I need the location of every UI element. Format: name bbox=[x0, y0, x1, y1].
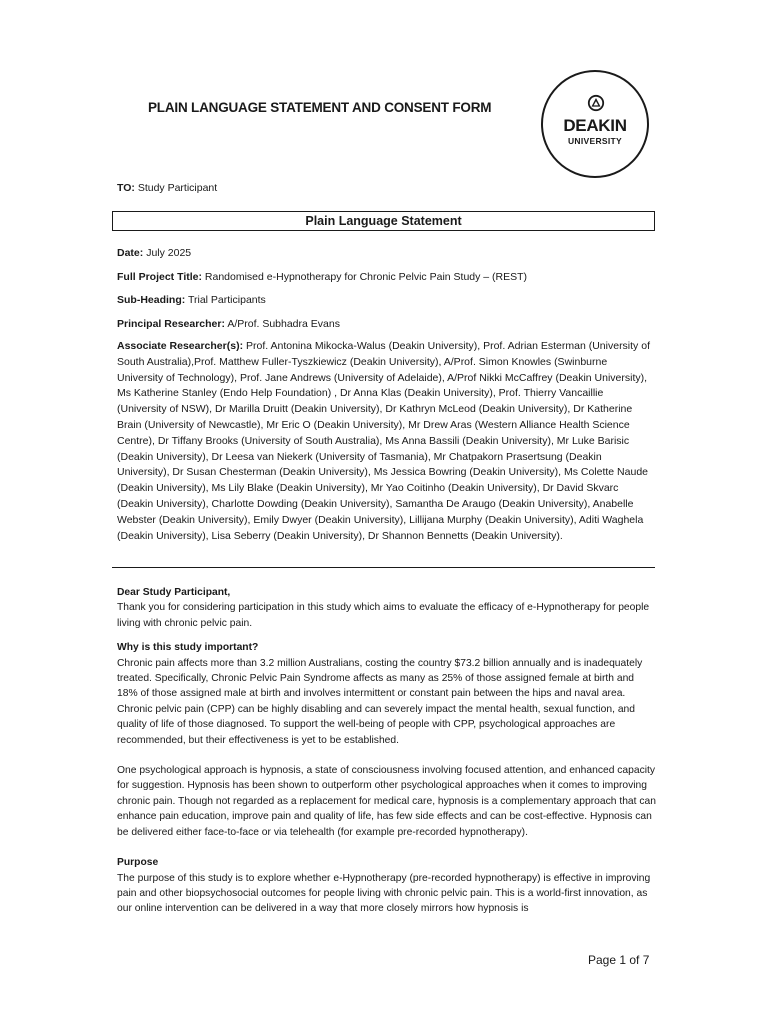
logo-subtitle: UNIVERSITY bbox=[567, 136, 622, 146]
subheading-value: Trial Participants bbox=[187, 294, 266, 306]
project-title-value: Randomised e-Hypnotherapy for Chronic Pelvic Pain Study – (REST) bbox=[204, 271, 528, 283]
logo-wordmark: DEAKIN bbox=[563, 116, 627, 135]
principal-researcher-label: Principal Researcher: bbox=[117, 318, 225, 330]
date-line bbox=[117, 247, 191, 259]
subheading-label: Sub-Heading: bbox=[117, 294, 186, 306]
section-title-box: Plain Language Statement bbox=[112, 211, 655, 231]
why-heading: Why is this study important? bbox=[117, 642, 259, 654]
purpose-heading: Purpose bbox=[117, 857, 159, 869]
letter-body bbox=[117, 585, 657, 932]
why-text: Chronic pain affects more than 3.2 million Australians, costing the country $73.2 billion annually and is inadequately treated. Specifically, Chronic Pelvic Pain Syndrome affects as many as 25% of those assigned female at birth and 18% of those assigned male at birth and involves intermittent or constant pain between the hips and naval area. Chronic pelvic pain (CPP) can be highly disabling and can severely impact the mental health, sexual function, and quality of life of those diagnosed. To support the well-being of people with CPP, psychological approaches are recommended, but their effectiveness is yet to be established. bbox=[117, 657, 643, 746]
intro-paragraph bbox=[117, 585, 657, 631]
why-paragraph bbox=[117, 640, 657, 748]
deakin-university-logo bbox=[541, 70, 649, 178]
date-value: July 2025 bbox=[146, 247, 192, 259]
date-label: Date: bbox=[117, 247, 144, 259]
associate-researchers-label: Associate Researcher(s): bbox=[117, 340, 244, 352]
project-title-label: Full Project Title: bbox=[117, 271, 202, 283]
page-number: Page 1 of 7 bbox=[588, 953, 650, 967]
recipient-label: TO: bbox=[117, 182, 135, 194]
section-divider bbox=[112, 567, 655, 568]
recipient-value: Study Participant bbox=[137, 182, 218, 194]
deakin-emblem-icon bbox=[587, 94, 605, 112]
intro-text: Thank you for considering participation in this study which aims to evaluate the efficacy of e-Hypnotherapy for people living with chronic pelvic pain. bbox=[117, 602, 650, 629]
hypnosis-paragraph: One psychological approach is hypnosis, a state of consciousness involving focused attention, and enhanced capacity for suggestion. Hypnosis has been shown to outperform other psychological approaches when it comes to improving chronic pain. Though not regarded as a replacement for medical care, hypnosis is a complementary approach that can enhance pain education, improve pain and quality of life, has few side effects and can be cost-effective. Hypnosis can be delivered either face-to-face or via telehealth (for example pre-recorded hypnotherapy). bbox=[117, 765, 656, 838]
principal-researcher-value: A/Prof. Subhadra Evans bbox=[227, 318, 340, 330]
associate-researchers-list: Prof. Antonina Mikocka-Walus (Deakin University), Prof. Adrian Esterman (University of South Australia),Prof. Matthew Fuller-Tyszkiewicz (Deakin University), A/Prof. Simon Knowles (Swinburne University of Technology), Prof. Jane Andrews (University of Adelaide), A/Prof Nikki McCaffrey (Deakin University), Ms Katherine Stanley (Endo Help Foundation) , Dr Anna Klas (Deakin University), Prof. Thierry Vancaillie (University of NSW), Dr Marilla Druitt (Deakin University), Dr Kathryn McLeod (Deakin University), Dr Katherine Brain (University of Newcastle), Mr Eric O (Deakin University), Mr Drew Aras (Western Alliance Health Science Centre), Dr Tiffany Brooks (University of South Australia), Ms Anna Bassili (Deakin University), Mr Luke Barisic (Deakin University), Dr Leesa van Niekerk (University of Tasmania), Mr Chatpakorn Prasertsung (Deakin University), Dr Susan Chesterman (Deakin University), Ms Jessica Bowring (Deakin University), Ms Colette Naude (Deakin University), Ms Lily Blake (Deakin University), Mr Yao Coitinho (Deakin University), Dr David Skvarc (Deakin University), Charlotte Dowding (Deakin University), Samantha De Araugo (Deakin University), Anabelle Webster (Deakin University), Emily Dwyer (Deakin University), Lillijana Murphy (Deakin University), Aditi Waghela (Deakin University), Lisa Seberry (Deakin University), Dr Shannon Bennetts (Deakin University). bbox=[117, 340, 650, 542]
project-title-line bbox=[117, 271, 527, 283]
purpose-paragraph bbox=[117, 855, 657, 917]
subheading-line bbox=[117, 294, 266, 306]
recipient-line bbox=[117, 182, 217, 194]
associate-researchers bbox=[117, 339, 655, 544]
greeting: Dear Study Participant, bbox=[117, 587, 231, 598]
purpose-text: The purpose of this study is to explore whether e-Hypnotherapy (pre-recorded hypnotherapy) is effective in improving pain and other biopsychosocial outcomes for people living with chronic pelvic pain. This is a world-first innovation, as our online intervention can be delivered in a way that more closely mirrors how hypnosis is bbox=[117, 872, 651, 915]
principal-researcher-line bbox=[117, 318, 340, 330]
document-title: PLAIN LANGUAGE STATEMENT AND CONSENT FORM bbox=[148, 100, 492, 115]
